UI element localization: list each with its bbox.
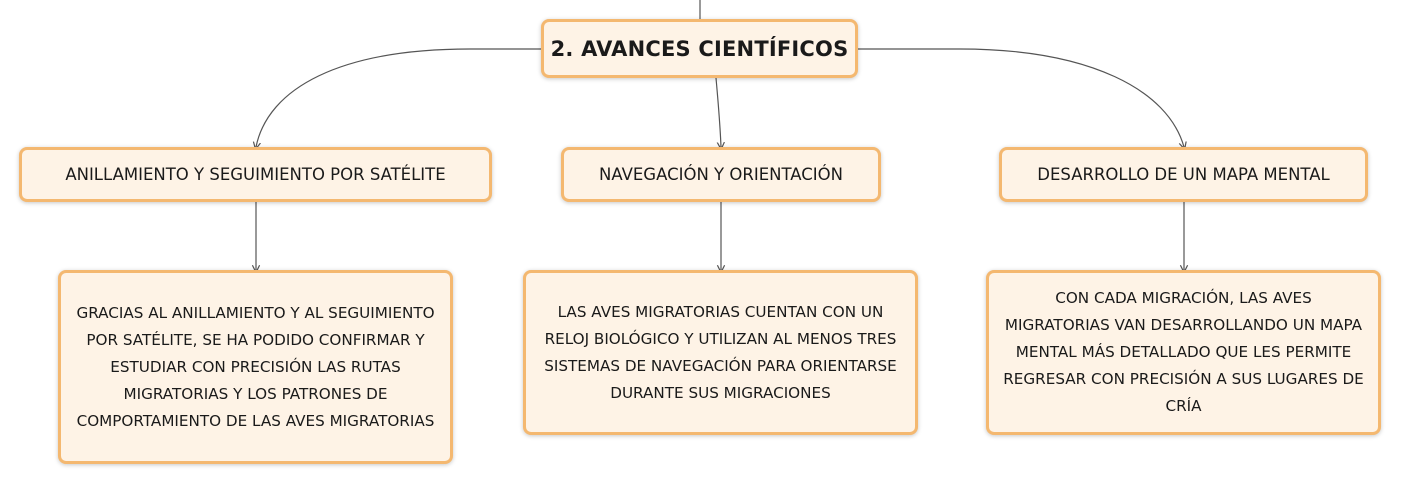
- detail-text: GRACIAS AL ANILLAMIENTO Y AL SEGUIMIENTO POR SATÉLITE, SE HA PODIDO CONFIRMAR Y ESTUDIAR CON PRECISIÓN LAS RUTAS MIGRATORIAS Y LOS PATRONES DE COMPORTAMIENTO DE LAS AVES MIGRATORIAS: [76, 303, 435, 430]
- root-node[interactable]: [541, 19, 858, 78]
- detail-node-mapa-mental[interactable]: [986, 270, 1381, 435]
- connector-root-topic-3: [858, 49, 1184, 147]
- topic-node-navegacion[interactable]: [561, 147, 881, 202]
- topic-label: ANILLAMIENTO Y SEGUIMIENTO POR SATÉLITE: [65, 165, 446, 184]
- detail-node-navegacion[interactable]: [523, 270, 918, 435]
- detail-text: CON CADA MIGRACIÓN, LAS AVES MIGRATORIAS VAN DESARROLLANDO UN MAPA MENTAL MÁS DETALLADO QUE LES PERMITE REGRESAR CON PRECISIÓN A SUS LUGARES DE CRÍA: [1003, 289, 1364, 415]
- topic-label: DESARROLLO DE UN MAPA MENTAL: [1037, 165, 1330, 184]
- connector-root-topic-1: [256, 49, 541, 147]
- root-label: 2. AVANCES CIENTÍFICOS: [550, 36, 849, 61]
- detail-text: LAS AVES MIGRATORIAS CUENTAN CON UN RELOJ BIOLÓGICO Y UTILIZAN AL MENOS TRES SISTEMAS DE NAVEGACIÓN PARA ORIENTARSE DURANTE SUS MIGRACIONES: [544, 302, 897, 402]
- detail-node-anillamiento[interactable]: [58, 270, 453, 464]
- connector-root-topic-2: [716, 78, 721, 147]
- topic-node-mapa-mental[interactable]: [999, 147, 1368, 202]
- topic-node-anillamiento[interactable]: [19, 147, 492, 202]
- topic-label: NAVEGACIÓN Y ORIENTACIÓN: [599, 165, 843, 184]
